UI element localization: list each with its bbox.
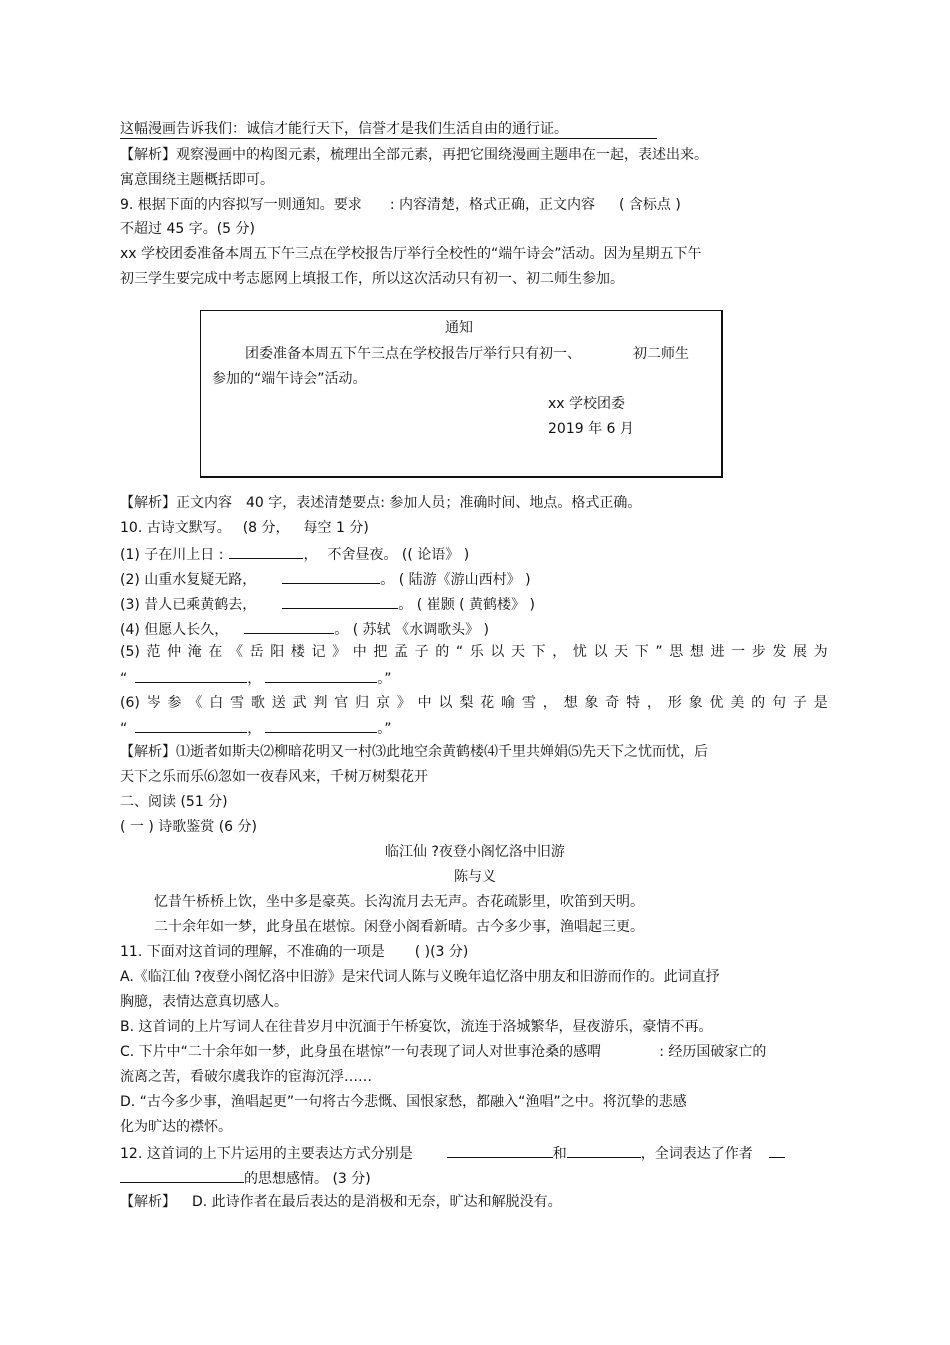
analysis-9: 【解析】正文内容 40 字，表述清楚要点: 参加人员；准确时间、地点。格式正确。 — [120, 495, 642, 511]
question-9-material-2: 初三学生要完成中考志愿网上填报工作，所以这次活动只有初一、初二师生参加。 — [120, 271, 624, 287]
option-c-line-2: 流离之苦，看破尔虞我诈的宦海沉浮…… — [120, 1069, 372, 1085]
question-12-line-1: 12. 这首词的上下片运用的主要表达方式分别是 和 ，全词表达了作者 — [120, 1143, 785, 1163]
question-10-6-blanks: “ ， 。” — [120, 718, 392, 738]
answer-blank[interactable] — [229, 544, 303, 559]
answer-blank[interactable] — [265, 668, 377, 683]
notice-signature: xx 学校团委 — [548, 396, 626, 412]
option-d-line-2: 化为旷达的襟怀。 — [120, 1119, 232, 1135]
conclusion-text: 这幅漫画告诉我们：诚信才能行天下，信誉才是我们生活自由的通行证。 — [120, 121, 568, 137]
question-10-4: (4) 但愿人长久， 。 ( 苏轼 《水调歌头》 ) — [120, 619, 489, 639]
question-9-line-1: 9. 根据下面的内容拟写一则通知。要求 : 内容清楚，格式正确，正文内容 ( 含标点 ) — [120, 197, 681, 213]
question-9-line-2: 不超过 45 字。(5 分) — [120, 221, 255, 237]
answer-blank[interactable] — [447, 1143, 553, 1158]
notice-title: 通知 — [445, 320, 473, 336]
poem-author: 陈与义 — [454, 869, 496, 885]
conclusion-underline — [120, 138, 657, 139]
notice-body-line-2: 参加的“端午诗会”活动。 — [212, 371, 367, 387]
answer-blank[interactable] — [135, 668, 247, 683]
question-10-header: 10. 古诗文默写。 (8 分， 每空 1 分) — [120, 520, 369, 536]
question-10-3: (3) 昔人已乘黄鹤去， 。 ( 崔颢 ( 黄鹤楼》 ) — [120, 594, 535, 614]
answer-blank[interactable] — [769, 1143, 785, 1158]
question-11: 11. 下面对这首词的理解，不准确的一项是 ( )(3 分) — [120, 944, 469, 960]
conclusion-line — [120, 120, 568, 138]
analysis-10-line-2: 天下之乐而乐⑹忽如一夜春风来，千树万树梨花开 — [120, 769, 428, 785]
question-10-1: (1) 子在川上日 : ， 不舍昼夜。 (( 论语》 ) — [120, 544, 469, 564]
option-b: B. 这首词的上片写词人在往昔岁月中沉湎于午桥宴饮，流连于洛城繁华，昼夜游乐，豪情不再。 — [120, 1019, 713, 1035]
answer-blank[interactable] — [120, 1168, 244, 1183]
answer-blank[interactable] — [567, 1143, 641, 1158]
analysis-line-1: 【解析】观察漫画中的构图元素，梳理出全部元素，再把它围绕漫画主题串在一起，表述出来。 — [120, 147, 708, 163]
answer-blank[interactable] — [282, 569, 380, 584]
option-a-line-2: 胸臆，表情达意真切感人。 — [120, 994, 288, 1010]
answer-blank[interactable] — [265, 718, 377, 733]
question-10-5: (5) 范 仲 淹 在 《 岳 阳 楼 记 》 中 把 孟 子 的 “ 乐 以 天 下 ， 忧 以 天 下 ” 思 想 进 一 步 发 展 为 — [120, 644, 828, 660]
question-10-2: (2) 山重水复疑无路， 。 ( 陆游《游山西村》 ) — [120, 569, 531, 589]
answer-blank[interactable] — [282, 594, 398, 609]
option-d-line-1: D. “古今多少事，渔唱起更”一句将古今悲慨、国恨家愁，都融入“渔唱”之中。将沉挚的悲感 — [120, 1094, 687, 1110]
analysis-12: 【解析】 D. 此诗作者在最后表达的是消极和无奈，旷达和解脱没有。 — [120, 1194, 562, 1210]
question-9-material-1: xx 学校团委准备本周五下午三点在学校报告厅举行全校性的“端午诗会”活动。因为星期五下午 — [120, 246, 702, 262]
poem-line-1: 忆昔午桥桥上饮，坐中多是豪英。长沟流月去无声。杏花疏影里，吹笛到天明。 — [154, 894, 644, 910]
answer-blank[interactable] — [244, 619, 334, 634]
notice-body-line-1: 团委准备本周五下午三点在学校报告厅举行只有初一、 初二师生 — [245, 346, 689, 362]
poem-line-2: 二十余年如一梦，此身虽在堪惊。闲登小阁看新晴。古今多少事，渔唱起三更。 — [154, 919, 644, 935]
answer-blank[interactable] — [135, 718, 247, 733]
notice-date: 2019 年 6 月 — [548, 421, 634, 437]
question-12-line-2: 的思想感情。 (3 分) — [120, 1168, 371, 1188]
analysis-10-line-1: 【解析】⑴逝者如斯夫⑵柳暗花明又一村⑶此地空余黄鹤楼⑷千里共婵娟⑸先天下之忧而忧，后 — [120, 744, 708, 760]
question-10-5-blanks: “ ， 。” — [120, 668, 392, 688]
section-reading: 二、阅读 (51 分) — [120, 794, 228, 810]
poem-title: 临江仙 ?夜登小阁忆洛中旧游 — [385, 844, 565, 860]
section-poetry: ( 一 ) 诗歌鉴赏 (6 分) — [120, 819, 258, 835]
option-a-line-1: A.《临江仙 ?夜登小阁忆洛中旧游》是宋代词人陈与义晚年追忆洛中朋友和旧游而作的。此词直抒 — [120, 969, 720, 985]
notice-answer-box — [200, 310, 723, 478]
analysis-line-2: 寓意围绕主题概括即可。 — [120, 172, 274, 188]
question-10-6: (6) 岑 参 《 白 雪 歌 送 武 判 官 归 京 》 中 以 梨 花 喻 雪 ， 想 象 奇 特 ， 形 象 优 美 的 句 子 是 — [120, 695, 828, 711]
option-c-line-1: C. 下片中“二十余年如一梦，此身虽在堪惊”一句表现了词人对世事沧桑的感喟 : 经历国破家亡的 — [120, 1044, 767, 1060]
